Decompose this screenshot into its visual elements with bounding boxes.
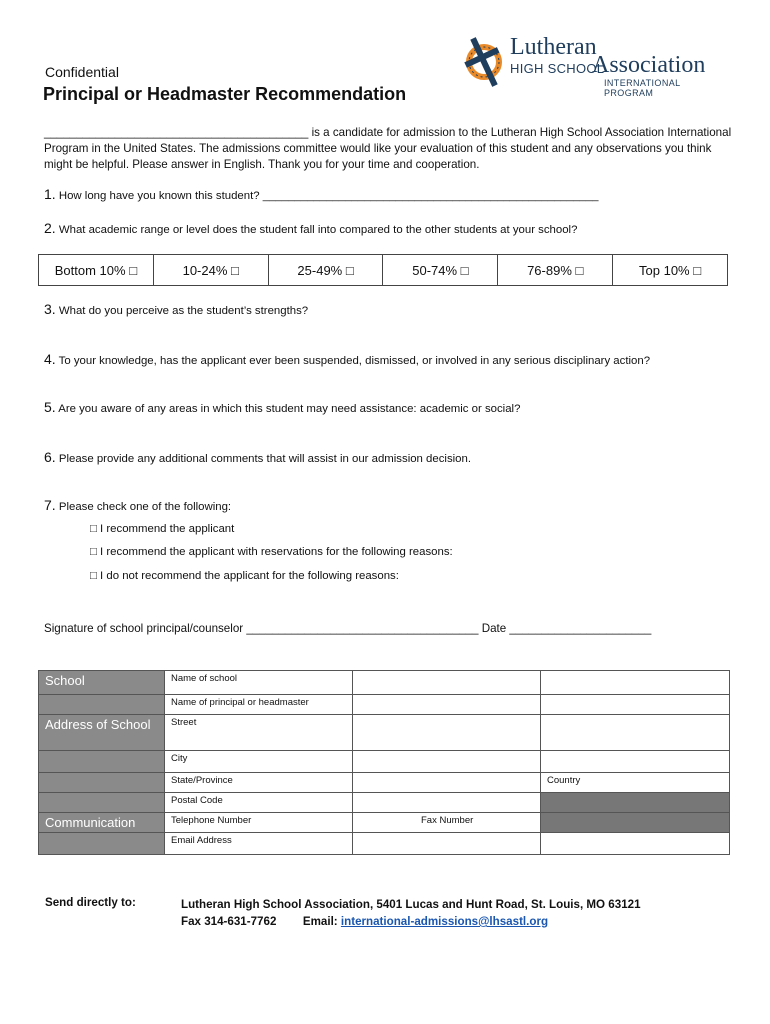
option-recommend-reservations[interactable]: □ I recommend the applicant with reservations for the following reasons: [90,546,453,558]
logo-association: Association [592,52,706,78]
address-section-fill [39,751,165,773]
range-50-74[interactable]: 50-74% □ [383,255,498,285]
telephone-label: Telephone Number [165,813,353,833]
postal-gray-cell [541,793,730,813]
option-recommend[interactable]: □ I recommend the applicant [90,523,235,535]
fax-gray-cell [541,813,730,833]
question-4: 4. To your knowledge, has the applicant ever been suspended, dismissed, or involved in any serious disciplinary action? [44,351,651,367]
email-label: Email Address [165,833,353,855]
range-top-10[interactable]: Top 10% □ [639,262,702,278]
range-bottom-10[interactable]: Bottom 10% □ [39,255,154,285]
logo-lutheran: Lutheran [510,34,597,60]
address-section-fill-3 [39,793,165,813]
city-extra[interactable] [541,751,730,773]
school-info-table [38,670,730,855]
logo-high-school: HIGH SCHOOL [510,61,605,76]
postal-field[interactable] [353,793,541,813]
send-address-block [181,896,641,930]
range-10-24[interactable]: 10-24% □ [154,255,269,285]
name-of-school-label: Name of school [165,671,353,695]
page-title: Principal or Headmaster Recommendation [43,84,407,104]
address-section-label: Address of School [39,715,165,751]
principal-field[interactable] [353,695,541,715]
question-2: 2. What academic range or level does the student fall into compared to the other students at your school? [44,220,578,236]
confidential-label: Confidential [45,64,119,80]
communication-section-label: Communication [39,813,165,833]
question-3: 3. What do you perceive as the student’s strengths? [44,301,309,317]
country-label: Country [541,773,730,793]
street-label: Street [165,715,353,751]
option-not-recommend[interactable]: □ I do not recommend the applicant for the following reasons: [90,570,399,582]
street-field[interactable] [353,715,541,751]
communication-section-fill [39,833,165,855]
school-section-fill [39,695,165,715]
school-section-label: School [39,671,165,695]
state-label: State/Province [165,773,353,793]
address-section-fill-2 [39,773,165,793]
principal-extra[interactable] [541,695,730,715]
question-7: 7. Please check one of the following: [44,497,232,513]
name-of-school-extra[interactable] [541,671,730,695]
state-field[interactable] [353,773,541,793]
email-extra[interactable] [541,833,730,855]
question-6: 6. Please provide any additional comments that will assist in our admission decision. [44,449,472,465]
send-directly-label: Send directly to: [45,896,136,909]
name-of-school-field[interactable] [353,671,541,695]
intro-paragraph: _________________________________________ is a candidate for admission to the Lutheran High School Association International Program in the United States. The admissions committee would like your evaluation of this student and any observations you think might be helpful. Please answer in English. Thank you for your time and cooperation. [44,126,732,171]
signature-line[interactable]: Signature of school principal/counselor ____________________________________ Date ______________________ [44,622,652,635]
mailing-address: Lutheran High School Association, 5401 Lucas and Hunt Road, St. Louis, MO 63121 [181,898,641,911]
fax-label: Fax Number [353,813,541,833]
email-label-footer: Email: [302,915,338,928]
lhsa-logo [462,34,732,98]
range-76-89[interactable]: 76-89% □ [498,255,613,285]
logo-international: INTERNATIONAL PROGRAM [604,78,681,98]
city-label: City [165,751,353,773]
range-25-49[interactable]: 25-49% □ [269,255,384,285]
principal-label: Name of principal or headmaster [165,695,353,715]
academic-range-table [38,254,728,286]
question-1: 1. How long have you known this student? _____________________________________________________ [44,186,599,202]
email-link[interactable]: international-admissions@lhsastl.org [340,915,549,928]
email-field[interactable] [353,833,541,855]
cross-emblem-icon [462,34,508,90]
street-extra[interactable] [541,715,730,751]
city-field[interactable] [353,751,541,773]
fax-number: Fax 314-631-7762 [181,915,277,928]
postal-label: Postal Code [165,793,353,813]
question-5: 5. Are you aware of any areas in which this student may need assistance: academic or social? [44,399,521,415]
